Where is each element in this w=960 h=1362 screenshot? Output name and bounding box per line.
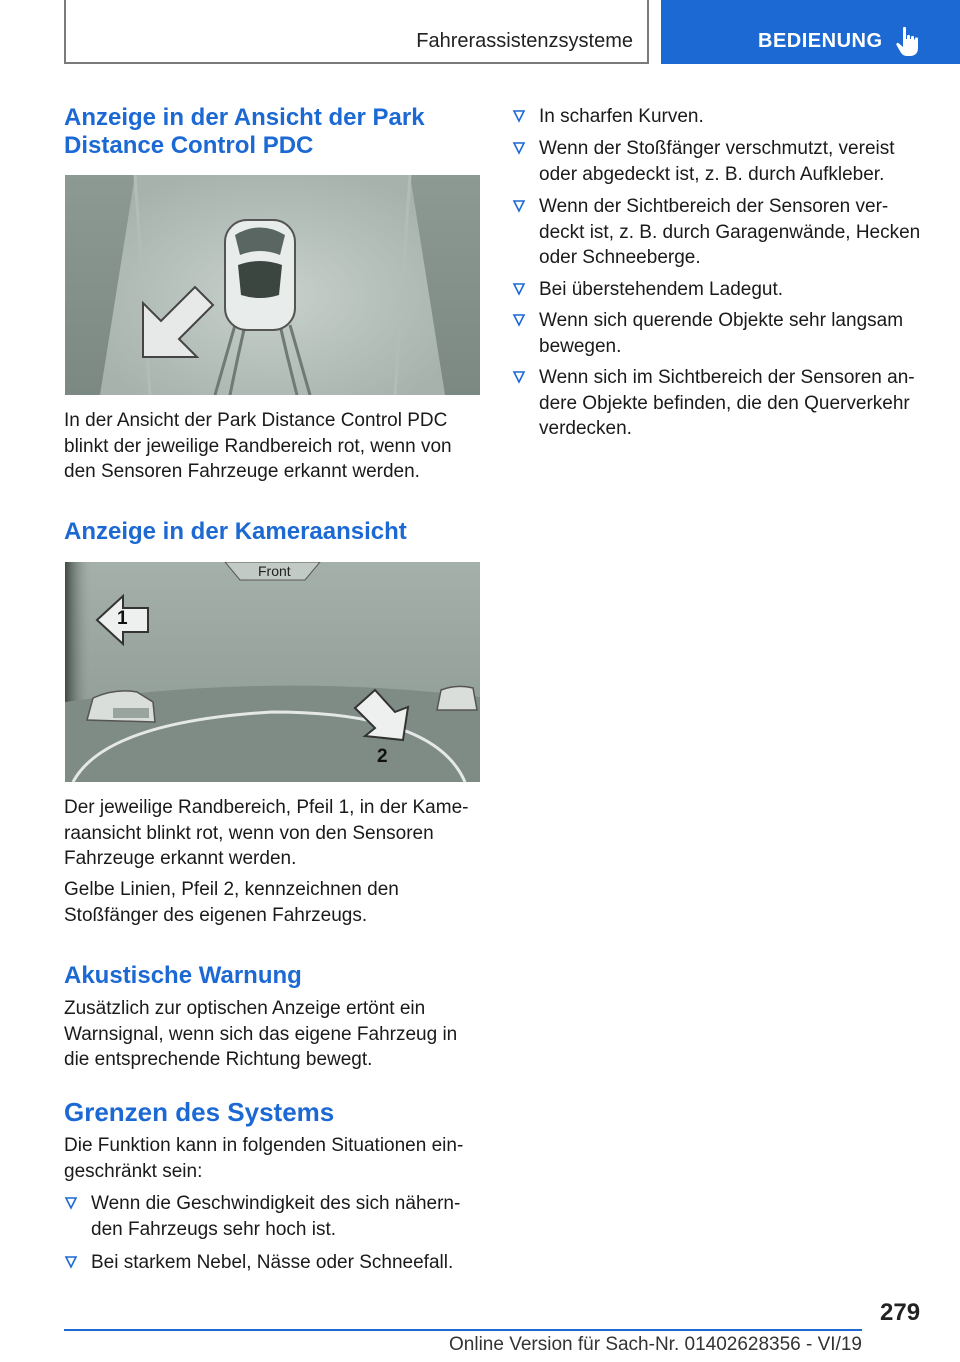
- header-section-box: [64, 0, 649, 64]
- list-item: [64, 1191, 476, 1242]
- triangle-bullet-icon: [512, 370, 526, 384]
- camera-front-label: Front: [258, 563, 291, 579]
- list-item: [512, 104, 924, 130]
- heading-acoustic-warning: Akustische Warnung: [64, 962, 302, 989]
- list-item-text: Bei starkem Nebel, Nässe oder Schneefall.: [91, 1252, 454, 1273]
- triangle-bullet-icon: [512, 141, 526, 155]
- camera-view-illustration: [65, 562, 480, 782]
- header-chapter-tab[interactable]: [661, 0, 960, 64]
- list-item-text: In scharfen Kurven.: [539, 106, 704, 127]
- camera-marker-2: 2: [377, 746, 388, 767]
- paragraph-acoustic-warning: Zusätzlich zur optischen Anzeige ertönt ein Warnsignal, wenn sich das eigene Fahrzeug in die entsprechende Richtung bewegt.: [64, 998, 458, 1070]
- paragraph-system-limits-intro: Die Funktion kann in folgenden Situationen eingeschränkt sein:: [64, 1135, 464, 1182]
- list-item-text: Bei überstehendem Ladegut.: [539, 279, 784, 300]
- pdc-view-illustration: [65, 175, 480, 395]
- triangle-bullet-icon: [512, 282, 526, 296]
- header-chapter-title: BEDIENUNG: [758, 30, 883, 52]
- heading-pdc-view: Anzeige in der Ansicht der Park Distance Control PDC: [64, 104, 425, 159]
- triangle-bullet-icon: [512, 109, 526, 123]
- triangle-bullet-icon: [64, 1255, 78, 1269]
- paragraph-yellow-lines: Gelbe Linien, Pfeil 2, kennzeichnen den Stoßfänger des eigenen Fahrzeugs.: [64, 879, 399, 926]
- heading-camera-view: Anzeige in der Kameraansicht: [64, 518, 407, 545]
- list-item: [512, 194, 924, 271]
- header-section-title: Fahrerassistenzsysteme: [416, 30, 633, 52]
- triangle-bullet-icon: [512, 313, 526, 327]
- list-item-text: Wenn sich im Sichtbereich der Sensoren andere Objekte befinden, die den Querverkehr verdecken.: [539, 367, 915, 439]
- list-item-text: Wenn der Sichtbereich der Sensoren verdeckt ist, z. B. durch Garagenwände, Hecken oder Schneeberge.: [539, 196, 921, 268]
- triangle-bullet-icon: [64, 1196, 78, 1210]
- list-item: [512, 136, 924, 187]
- list-item: [512, 277, 924, 303]
- heading-system-limits: Grenzen des Systems: [64, 1097, 335, 1127]
- hand-pointer-icon: [894, 26, 922, 58]
- paragraph-pdc-description: In der Ansicht der Park Distance Control PDC blinkt der jeweilige Randbereich rot, wenn von den Sensoren Fahrzeuge erkannt werden.: [64, 410, 452, 482]
- footer-online-version: Online Version für Sach-Nr. 01402628356 - VI/19: [449, 1334, 862, 1355]
- list-item: [64, 1250, 476, 1276]
- list-item-text: Wenn der Stoßfänger verschmutzt, vereist oder abgedeckt ist, z. B. durch Aufkleber.: [539, 138, 895, 185]
- page-number: 279: [880, 1299, 921, 1326]
- triangle-bullet-icon: [512, 199, 526, 213]
- list-item: [512, 308, 924, 359]
- camera-marker-1: 1: [117, 608, 128, 629]
- paragraph-camera-description: Der jeweilige Randbereich, Pfeil 1, in der Kameraansicht blinkt rot, wenn von den Sensoren Fahrzeuge erkannt werden.: [64, 797, 469, 869]
- footer-divider: [64, 1329, 862, 1331]
- list-item-text: Wenn die Geschwindigkeit des sich nähernden Fahrzeugs sehr hoch ist.: [91, 1193, 461, 1240]
- list-item-text: Wenn sich querende Objekte sehr langsam bewegen.: [539, 310, 904, 357]
- list-item: [512, 365, 924, 442]
